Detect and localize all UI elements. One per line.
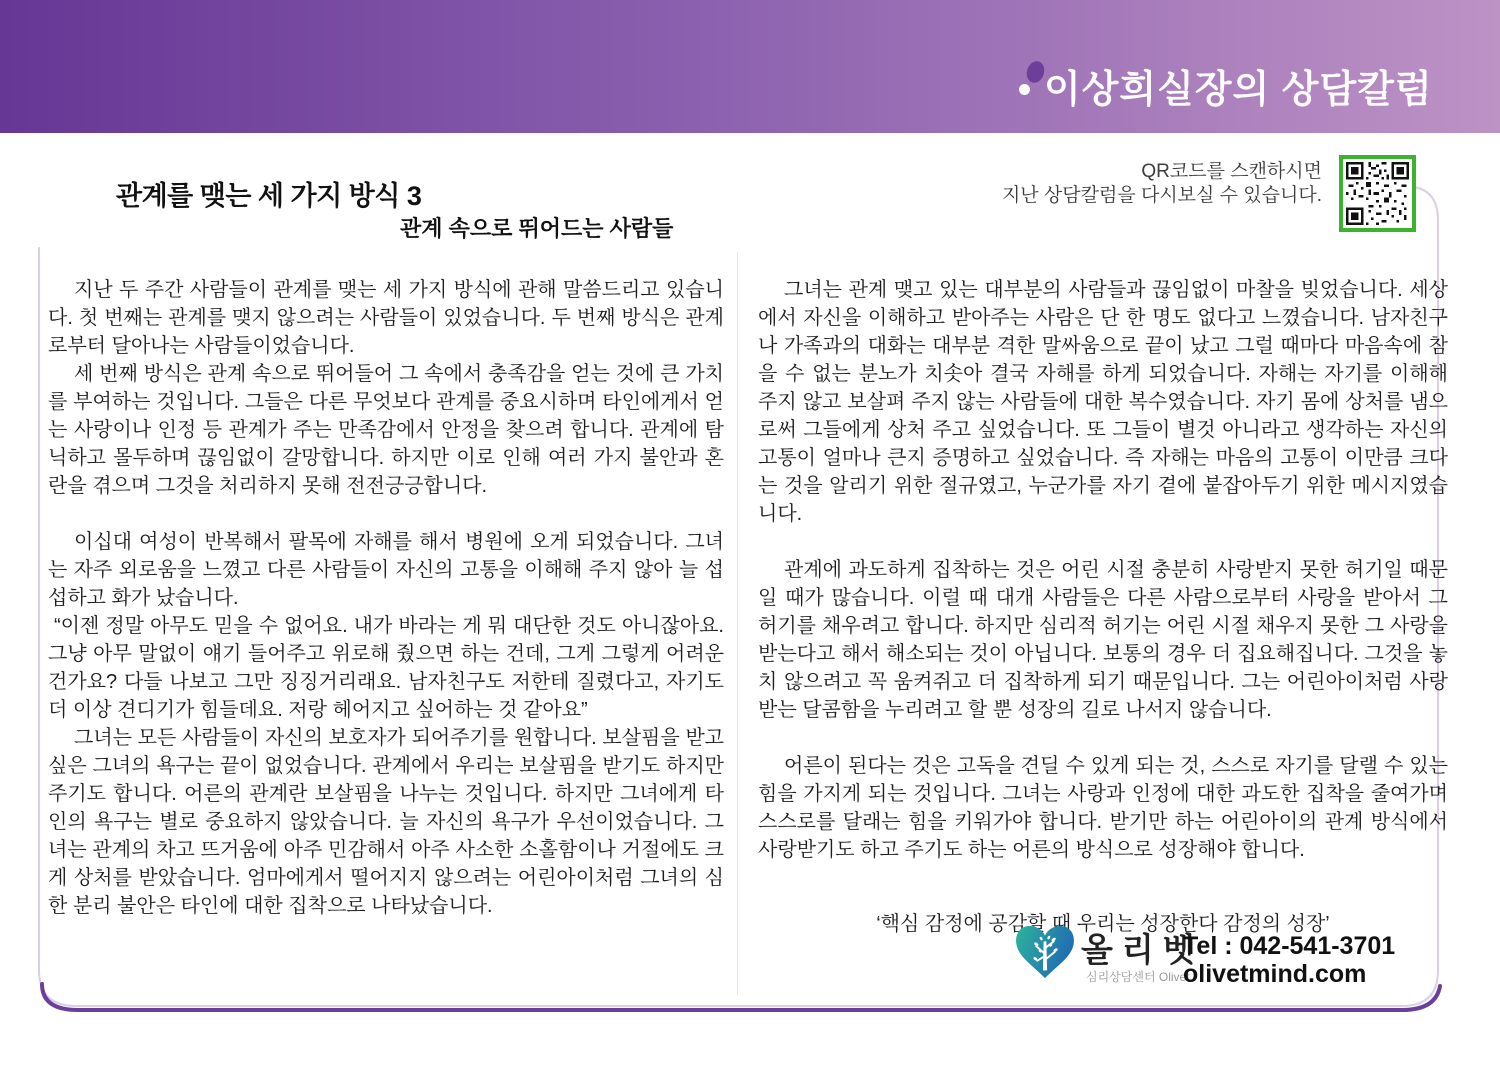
paragraph: 세 번째 방식은 관계 속으로 뛰어들어 그 속에서 충족감을 얻는 것에 큰 가치를 부여하는 것입니다. 그들은 다른 무엇보다 관계를 중요시하며 타인에게서 얻는 사랑이나 인정 등 관계가 주는 만족감에서 안정을 찾으려 합니다. 관계에 탐닉하고 몰두하며 끊임없이 갈망합니다. 하지만 이로 인해 여러 가지 불안과 혼란을 겪으며 그것을 처리하지 못해 전전긍긍합니다. [48, 363, 724, 497]
qr-caption-line2: 지난 상담칼럼을 다시보실 수 있습니다. [1001, 185, 1322, 206]
article-right-column [758, 276, 1448, 938]
paragraph-quote: “이젠 정말 아무도 믿을 수 없어요. 내가 바라는 게 뭐 대단한 것도 아니잖아요. 그냥 아무 말없이 얘기 들어주고 위로해 줬으면 하는 건데, 그게 그렇게 어려운 건가요? 다들 나보고 그만 징징거리래요. 남자친구도 저한테 질렸다고, 자기도 더 이상 견디기가 힘들데요. 저랑 헤어지고 싶어하는 것 같아요” [48, 615, 724, 721]
paragraph: 어른이 된다는 것은 고독을 견딜 수 있게 되는 것, 스스로 자기를 달랠 수 있는 힘을 가지게 되는 것입니다. 그녀는 사랑과 인정에 대한 과도한 집착을 줄여가며 스스로를 달래는 힘을 키워가야 합니다. 받기만 하는 어린아이의 관계 방식에서 사랑받기도 하고 주기도 하는 어른의 방식으로 성장해야 합니다. [758, 755, 1448, 861]
white-dot-decoration-icon [1019, 84, 1030, 95]
qr-caption [1002, 160, 1322, 208]
paragraph: 그녀는 모든 사람들이 자신의 보호자가 되어주기를 원합니다. 보살핌을 받고 싶은 그녀의 욕구는 끝이 없었습니다. 관계에서 우리는 보살핌을 받기도 하지만 주기도 합니다. 어른의 관계란 보살핌을 나누는 것입니다. 하지만 그녀에게 타인의 욕구는 별로 중요하지 않았습니다. 늘 자신의 욕구가 우선이었습니다. 그녀는 관계의 차고 뜨거움에 아주 민감해서 아주 사소한 소홀함이나 거절에도 크게 상처를 받았습니다. 엄마에게서 떨어지지 않으려는 어린아이처럼 그녀의 심한 분리 불안은 타인에 대한 집착으로 나타났습니다. [48, 727, 724, 917]
article-left-column [48, 276, 724, 920]
heart-tree-logo-icon [1016, 926, 1074, 980]
qr-code-icon [1339, 155, 1416, 232]
footer-website: olivetmind.com [1183, 960, 1367, 988]
footer-telephone: Tel : 042-541-3701 [1183, 932, 1396, 960]
column-header-title: 이상희실장의 상담칼럼 [1044, 69, 1433, 111]
paragraph: 관계에 과도하게 집착하는 것은 어린 시절 충분히 사랑받지 못한 허기일 때문일 때가 많습니다. 이럴 때 대개 사람들은 다른 사람으로부터 사랑을 받아서 그 허기를 채우려고 합니다. 하지만 심리적 허기는 어린 시절 채우지 못한 그 사랑을 받는다고 해서 해소되는 것이 아닙니다. 보통의 경우 더 집요해집니다. 그것을 놓치 않으려고 꼭 움켜쥐고 더 집착하게 되기 때문입니다. 그는 어린아이처럼 사랑받는 달콤함을 누리려고 할 뿐 성장의 길로 나서지 않습니다. [758, 559, 1448, 721]
logo-caption: 심리상담센터 Olivet [1086, 970, 1190, 984]
paragraph: 이십대 여성이 반복해서 팔목에 자해를 해서 병원에 오게 되었습니다. 그녀는 자주 외로움을 느꼈고 다른 사람들이 자신의 고통을 이해해 주지 않아 늘 섭섭하고 화가 났습니다. [48, 531, 724, 609]
paragraph: 그녀는 관계 맺고 있는 대부분의 사람들과 끊임없이 마찰을 빚었습니다. 세상에서 자신을 이해하고 받아주는 사람은 단 한 명도 없다고 느꼈습니다. 남자친구나 가족과의 대화는 대부분 격한 말싸움으로 끝이 났고 그럴 때마다 마음속에 참을 수 없는 분노가 치솟아 결국 자해를 하게 되었습니다. 자해는 자기를 이해해 주지 않고 보살펴 주지 않는 사람들에 대한 복수였습니다. 자기 몸에 상처를 냄으로써 그들에게 상처 주고 싶었습니다. 또 그들이 별것 아니라고 생각하는 자신의 고통이 얼마나 큰지 증명하고 싶었습니다. 즉 자해는 마음의 고통이 이만큼 크다는 것을 알리기 위한 절규였고, 누군가를 자기 곁에 붙잡아두기 위한 메시지였습니다. [758, 279, 1448, 525]
paragraph: 지난 두 주간 사람들이 관계를 맺는 세 가지 방식에 관해 말씀드리고 있습니다. 첫 번째는 관계를 맺지 않으려는 사람들이 있었습니다. 두 번째 방식은 관계로부터 달아나는 사람들이었습니다. [48, 279, 724, 357]
header-banner [0, 0, 1500, 133]
column-divider [737, 252, 738, 995]
qr-caption-line1: QR코드를 스캔하시면 [1141, 161, 1322, 182]
closing-quote: ‘핵심 감정에 공감할 때 우리는 성장한다 감정의 성장’ [876, 913, 1330, 935]
article-subtitle: 관계 속으로 뛰어드는 사람들 [400, 216, 674, 241]
article-title: 관계를 맺는 세 가지 방식 3 [116, 181, 422, 211]
logo-name: 올리벳 [1081, 933, 1204, 969]
